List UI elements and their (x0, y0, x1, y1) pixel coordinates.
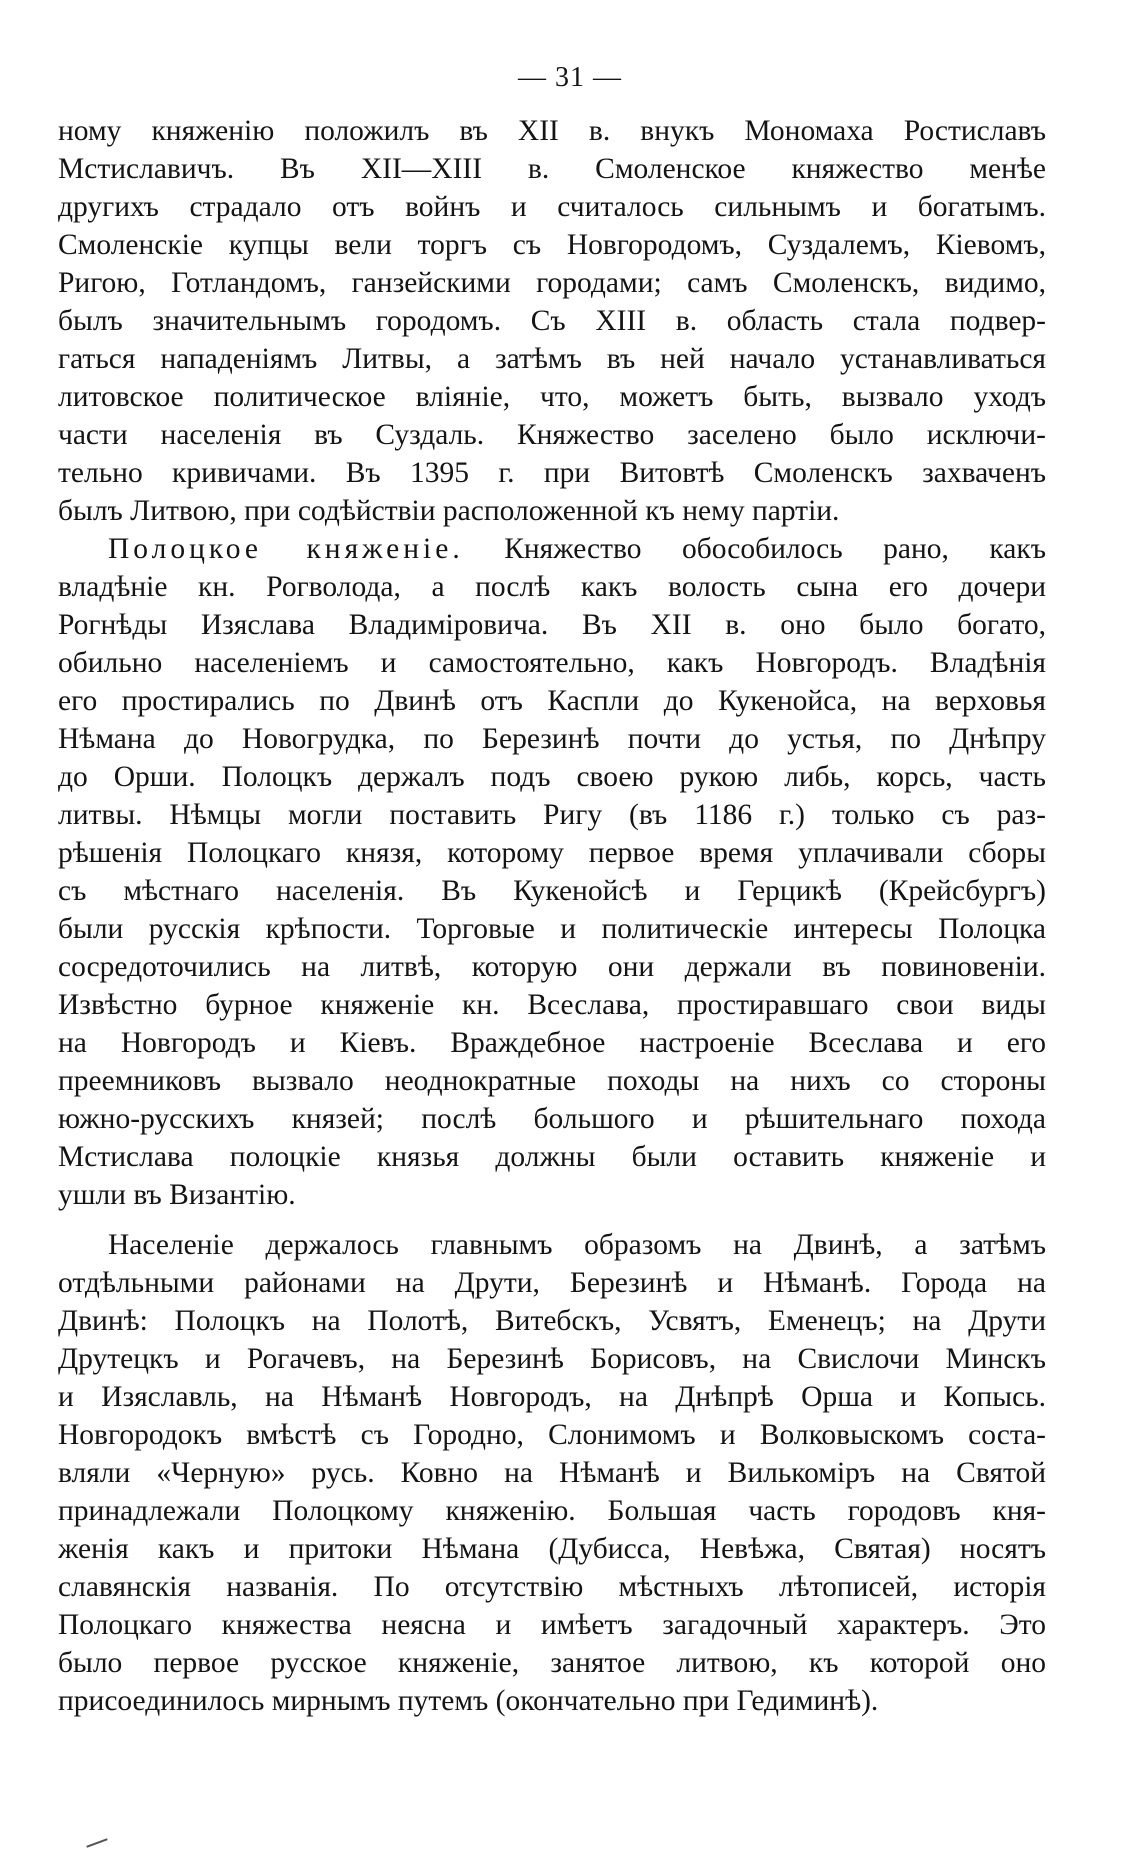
text-line: принадлежали Полоцкому княженію. Большая часть городовъ кня- (58, 1495, 1046, 1527)
text-line: до Орши. Полоцкъ держалъ подъ своею рукою либь, корсь, часть (58, 761, 1046, 793)
text-line: Мстислава полоцкіе князья должны были оставить княженіе и (58, 1141, 1046, 1173)
text-line: были русскія крѣпости. Торговые и политическіе интересы Полоцка (58, 913, 1046, 945)
text-line: отдѣльными районами на Друти, Березинѣ и Нѣманѣ. Города на (58, 1267, 1046, 1299)
text-line: Новгородокъ вмѣстѣ съ Городно, Слонимомъ и Волковыскомъ соста- (58, 1419, 1046, 1451)
text-line: сосредоточились на литвѣ, которую они держали въ повиновеніи. (58, 951, 1046, 983)
text-line: ушли въ Византію. (58, 1179, 296, 1211)
text-line: владѣніе кн. Рогволода, а послѣ какъ волость сына его дочери (58, 571, 1046, 603)
text-line: славянскія названія. По отсутствію мѣстныхъ лѣтописей, исторія (58, 1571, 1046, 1603)
text-line: преемниковъ вызвало неоднократные походы на нихъ со стороны (58, 1065, 1046, 1097)
text-line: Полоцкаго княжества неясна и имѣетъ загадочный характеръ. Это (58, 1609, 1046, 1641)
page-number: — 31 — (518, 62, 622, 93)
text-line: Ригою, Готландомъ, ганзейскими городами; самъ Смоленскъ, видимо, (58, 267, 1046, 299)
text-line: части населенія въ Суздаль. Княжество заселено было исключи- (58, 419, 1046, 451)
ink-mark (86, 1838, 107, 1847)
text-line: былъ Литвою, при содѣйствіи расположенной къ нему партіи. (58, 495, 840, 527)
text-line: Рогнѣды Изяслава Владиміровича. Въ XII в. оно было богато, (58, 609, 1046, 641)
paragraph-smolensk (58, 112, 1046, 530)
text-line: былъ значительнымъ городомъ. Съ XIII в. область стала подвер- (58, 305, 1046, 337)
section-heading: Полоцкое княженіе. (108, 533, 464, 565)
text-line: вляли «Черную» русь. Ковно на Нѣманѣ и Вилькоміръ на Святой (58, 1457, 1046, 1489)
text-fragment: Княжество обособилось рано, какъ (463, 533, 1046, 565)
text-line: Двинѣ: Полоцкъ на Полотѣ, Витебскъ, Усвятъ, Еменецъ; на Друти (58, 1305, 1046, 1337)
text-line: литовское политическое вліяніе, что, можетъ быть, вызвало уходъ (58, 381, 1046, 413)
text-line: Смоленскіе купцы вели торгъ съ Новгородомъ, Суздалемъ, Кіевомъ, (58, 229, 1046, 261)
text-line (58, 530, 1046, 568)
paragraph-polotsk (58, 530, 1046, 1214)
text-line: было первое русское княженіе, занятое литвою, къ которой оно (58, 1647, 1046, 1679)
text-line: тельно кривичами. Въ 1395 г. при Витовтѣ Смоленскъ захваченъ (58, 457, 1046, 489)
text-line: другихъ страдало отъ войнъ и считалось сильнымъ и богатымъ. (58, 191, 1046, 223)
text-line: Друтецкъ и Рогачевъ, на Березинѣ Борисовъ, на Свислочи Минскъ (58, 1343, 1046, 1375)
text-line: литвы. Нѣмцы могли поставить Ригу (въ 1186 г.) только съ раз- (58, 799, 1046, 831)
text-line: ному княженію положилъ въ XII в. внукъ Мономаха Ростиславъ (58, 115, 1046, 147)
text-line: рѣшенія Полоцкаго князя, которому первое время уплачивали сборы (58, 837, 1046, 869)
text-line: обильно населеніемъ и самостоятельно, какъ Новгородъ. Владѣнія (58, 647, 1046, 679)
text-line: его простирались по Двинѣ отъ Каспли до Кукенойса, на верховья (58, 685, 1046, 717)
text-line: Населеніе держалось главнымъ образомъ на Двинѣ, а затѣмъ (108, 1229, 1046, 1261)
text-line: Извѣстно бурное княженіе кн. Всеслава, простиравшаго свои виды (58, 989, 1046, 1021)
text-line: на Новгородъ и Кіевъ. Враждебное настроеніе Всеслава и его (58, 1027, 1046, 1059)
text-line: Нѣмана до Новогрудка, по Березинѣ почти до устья, по Днѣпру (58, 723, 1046, 755)
paragraph-population (58, 1226, 1046, 1720)
text-line: съ мѣстнаго населенія. Въ Кукенойсѣ и Герцикѣ (Крейсбургъ) (58, 875, 1046, 907)
text-line: южно-русскихъ князей; послѣ большого и рѣшительнаго похода (58, 1103, 1046, 1135)
text-line: женія какъ и притоки Нѣмана (Дубисса, Невѣжа, Святая) носятъ (58, 1533, 1046, 1565)
text-line: и Изяславль, на Нѣманѣ Новгородъ, на Днѣпрѣ Орша и Копысь. (58, 1381, 1046, 1413)
text-line: Мстиславичъ. Въ XII—XIII в. Смоленское княжество менѣе (58, 153, 1046, 185)
text-line: присоединилось мирнымъ путемъ (окончательно при Гедиминѣ). (58, 1685, 879, 1717)
text-line: гаться нападеніямъ Литвы, а затѣмъ въ ней начало устанавливаться (58, 343, 1046, 375)
